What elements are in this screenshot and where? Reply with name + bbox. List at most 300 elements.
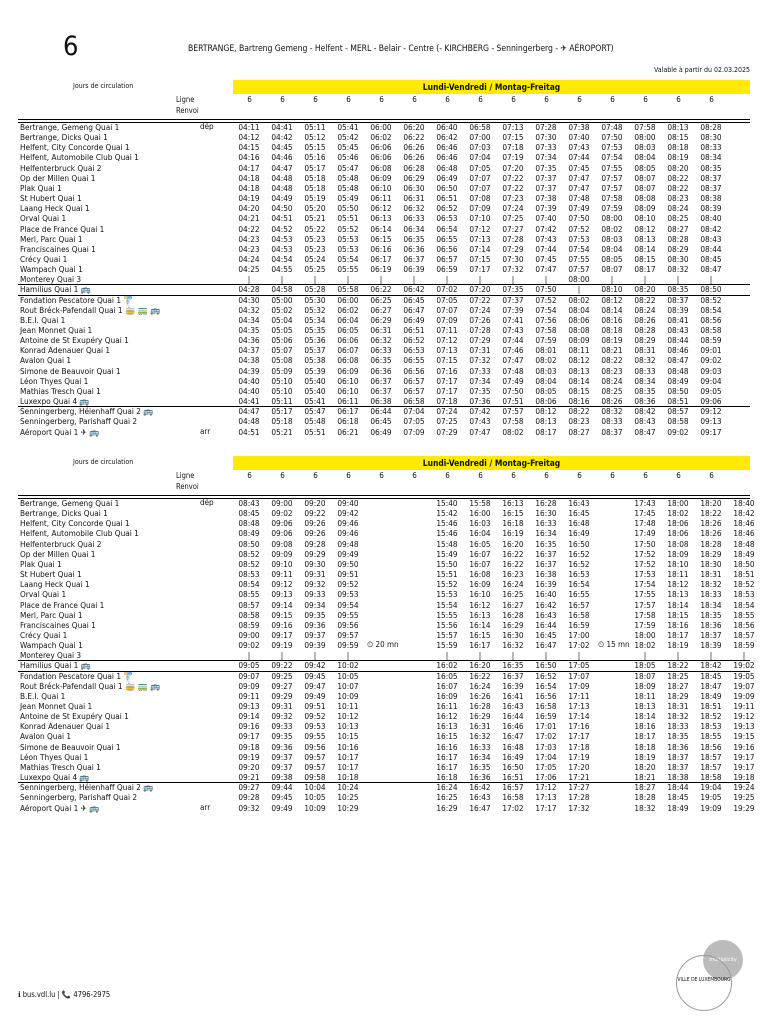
time-cell: 18:02 <box>634 640 656 651</box>
time-cell: 16:17 <box>469 640 491 651</box>
time-cell: 05:16 <box>304 152 326 163</box>
time-cell: 08:24 <box>634 304 656 315</box>
time-cell: 07:57 <box>601 182 623 193</box>
time-cell: 06:45 <box>403 294 425 305</box>
time-cell: 18:19 <box>667 640 689 651</box>
time-cell: 04:40 <box>238 385 260 396</box>
time-cell: 16:25 <box>502 589 524 600</box>
time-cell: 07:50 <box>601 132 623 143</box>
time-cell: 07:47 <box>469 426 491 437</box>
table-row <box>18 558 755 570</box>
time-cell: 18:20 <box>634 761 656 772</box>
time-cell: 09:57 <box>304 761 326 772</box>
time-cell: 16:33 <box>535 518 557 529</box>
time-cell: 16:57 <box>568 599 590 610</box>
time-cell: 06:33 <box>403 213 425 224</box>
time-cell: 17:11 <box>568 690 590 701</box>
time-cell: 16:07 <box>436 680 458 691</box>
time-cell: 08:29 <box>634 335 656 346</box>
time-cell: 09:33 <box>304 589 326 600</box>
time-cell: 18:00 <box>634 629 656 640</box>
time-cell: 15:55 <box>436 609 458 620</box>
time-cell: 16:11 <box>436 701 458 711</box>
time-cell: 09:47 <box>304 680 326 691</box>
time-cell: 06:52 <box>403 335 425 346</box>
time-cell: 09:15 <box>271 609 293 620</box>
time-cell: 16:07 <box>469 558 491 569</box>
time-cell: 06:49 <box>436 172 458 183</box>
time-cell: 19:12 <box>733 711 755 722</box>
time-cell: 09:49 <box>271 802 293 813</box>
route-title: BERTRANGE, Bartreng Gemeng - Helfent - MERL - Belair - Centre (- KIRCHBERG - Senningerberg - ✈ AÉROPORT) <box>188 44 614 54</box>
table-row <box>18 173 750 184</box>
table-row <box>18 284 750 295</box>
time-cell: 16:57 <box>502 782 524 793</box>
time-cell: 04:18 <box>238 172 260 183</box>
time-cell: 17:13 <box>535 792 557 803</box>
line-cell: 6 <box>445 95 450 104</box>
time-cell: 18:49 <box>700 690 722 701</box>
time-cell: 16:54 <box>535 680 557 691</box>
time-cell: 04:30 <box>238 294 260 305</box>
time-cell: 18:09 <box>634 680 656 691</box>
time-cell: 08:10 <box>601 284 623 295</box>
time-cell: 07:53 <box>601 142 623 153</box>
table-row <box>18 731 755 742</box>
time-cell: 15:49 <box>436 548 458 559</box>
time-cell: 06:09 <box>370 172 392 183</box>
line-cell: 6 <box>478 471 483 480</box>
time-cell: 19:04 <box>700 782 722 793</box>
time-cell: 05:24 <box>304 253 326 264</box>
time-cell: 05:23 <box>304 243 326 254</box>
time-cell: 16:47 <box>535 640 557 651</box>
time-cell: 08:37 <box>601 426 623 437</box>
time-cell: 18:37 <box>700 629 722 640</box>
time-cell: 17:17 <box>535 802 557 813</box>
time-cell: 07:19 <box>502 152 524 163</box>
table-row <box>18 203 750 214</box>
time-cell: 17:02 <box>502 802 524 813</box>
time-cell: 05:32 <box>304 304 326 315</box>
time-cell: 16:05 <box>436 670 458 681</box>
line-cell: 6 <box>709 471 714 480</box>
time-cell: 18:56 <box>733 619 755 630</box>
stop-name: Place de France Quai 1 <box>20 599 105 610</box>
time-cell: 16:13 <box>502 498 524 508</box>
time-cell: 16:15 <box>469 629 491 640</box>
time-cell: 09:46 <box>337 518 359 529</box>
time-cell: 04:49 <box>271 193 293 204</box>
time-cell: 09:20 <box>304 498 326 508</box>
time-cell: 06:40 <box>436 122 458 132</box>
table-row <box>18 619 755 631</box>
time-cell: 09:02 <box>700 355 722 366</box>
time-cell: 06:38 <box>370 396 392 407</box>
time-cell: 08:22 <box>634 294 656 305</box>
time-cell: 08:33 <box>700 142 722 153</box>
time-cell: | <box>742 650 746 661</box>
time-cell: 16:16 <box>436 741 458 752</box>
time-cell: 05:41 <box>304 396 326 407</box>
time-cell: 16:48 <box>502 741 524 752</box>
time-cell: 06:06 <box>337 335 359 346</box>
time-cell: 09:06 <box>271 518 293 529</box>
time-cell: 06:42 <box>403 284 425 295</box>
table-row <box>18 335 750 346</box>
time-cell: 07:17 <box>436 385 458 396</box>
frequency-note: ⏲ 20 mn <box>367 640 399 650</box>
time-cell: 04:48 <box>271 182 293 193</box>
time-cell: 08:12 <box>535 406 557 417</box>
time-cell: 18:50 <box>733 558 755 569</box>
time-cell: 07:34 <box>469 375 491 386</box>
stop-name: Monterey Quai 3 <box>20 274 82 285</box>
time-cell: 19:05 <box>733 670 755 681</box>
time-cell: 07:43 <box>502 325 524 335</box>
time-cell: 07:27 <box>502 223 524 234</box>
time-cell: 09:17 <box>271 629 293 640</box>
time-cell: 09:25 <box>271 670 293 681</box>
line-cell: 6 <box>247 95 252 104</box>
time-cell: 18:32 <box>667 711 689 722</box>
time-cell: 16:24 <box>436 782 458 793</box>
time-cell: 16:05 <box>469 538 491 549</box>
line-cell: 6 <box>412 95 417 104</box>
time-cell: 08:47 <box>700 264 722 275</box>
time-cell: 09:07 <box>238 670 260 681</box>
time-cell: 18:20 <box>700 498 722 508</box>
time-cell: 08:32 <box>601 406 623 417</box>
time-cell: 08:53 <box>238 569 260 580</box>
time-cell: 16:14 <box>469 619 491 630</box>
time-cell: 09:14 <box>238 711 260 722</box>
table-row <box>18 680 755 692</box>
time-cell: 09:18 <box>238 741 260 752</box>
time-cell: 19:09 <box>700 802 722 813</box>
time-cell: 07:34 <box>535 152 557 163</box>
time-cell: 08:14 <box>568 375 590 386</box>
time-cell: 18:08 <box>667 538 689 549</box>
time-cell: 09:59 <box>337 640 359 651</box>
time-cell: 16:45 <box>568 508 590 519</box>
time-cell: 06:56 <box>403 365 425 376</box>
time-cell: 16:51 <box>502 772 524 783</box>
time-cell: 05:23 <box>304 233 326 244</box>
table-row <box>18 213 750 224</box>
time-cell: 07:54 <box>535 304 557 315</box>
table-row <box>18 244 750 255</box>
time-cell: 07:48 <box>502 365 524 376</box>
time-cell: 06:55 <box>403 355 425 366</box>
time-cell: 19:09 <box>733 690 755 701</box>
table-row <box>18 254 750 265</box>
time-cell: 07:18 <box>436 396 458 407</box>
time-cell: 06:37 <box>370 385 392 396</box>
time-cell: 16:37 <box>535 548 557 559</box>
time-cell: 16:49 <box>568 528 590 539</box>
time-cell: | <box>544 650 548 661</box>
time-cell: 07:23 <box>502 193 524 204</box>
time-cell: 16:58 <box>568 609 590 620</box>
time-cell: 08:50 <box>238 538 260 549</box>
table-row <box>18 274 750 285</box>
time-cell: 06:10 <box>370 182 392 193</box>
time-cell: 18:49 <box>667 802 689 813</box>
table-row <box>18 761 755 773</box>
stop-name: Plak Quai 1 <box>20 182 62 193</box>
time-cell: 18:54 <box>733 599 755 610</box>
time-cell: 19:29 <box>733 802 755 813</box>
vdl-logo: VILLE DE LUXEMBOURG <box>676 955 732 1011</box>
time-cell: | <box>478 650 482 661</box>
time-cell: 08:49 <box>667 375 689 386</box>
time-cell: 06:30 <box>403 182 425 193</box>
time-cell: 04:37 <box>238 345 260 356</box>
time-cell: 07:31 <box>469 345 491 356</box>
time-cell: 18:56 <box>700 741 722 752</box>
time-cell: 16:41 <box>502 690 524 701</box>
table-row <box>18 325 750 336</box>
time-cell: 09:27 <box>238 782 260 793</box>
stop-name: Fondation Pescatore Quai 1 🚏 <box>20 294 134 305</box>
time-cell: 09:13 <box>271 589 293 600</box>
valid-from: Valable à partir du 02.03.2025 <box>653 66 750 74</box>
time-cell: 09:29 <box>271 690 293 701</box>
time-cell: 05:48 <box>337 172 359 183</box>
table-row <box>18 548 755 560</box>
stop-name: Plak Quai 1 <box>20 558 62 569</box>
time-cell: 09:04 <box>700 375 722 386</box>
time-cell: 18:51 <box>700 701 722 711</box>
time-cell: 19:02 <box>733 660 755 671</box>
time-cell: 16:39 <box>502 680 524 691</box>
time-cell: 16:59 <box>535 711 557 722</box>
time-cell: 19:17 <box>733 761 755 772</box>
table-row <box>18 701 755 712</box>
time-cell: 08:14 <box>634 243 656 254</box>
time-cell: 09:20 <box>238 761 260 772</box>
time-cell: 09:57 <box>304 751 326 762</box>
time-cell: 17:32 <box>568 802 590 813</box>
time-cell: 07:05 <box>403 416 425 427</box>
time-cell: 07:22 <box>502 182 524 193</box>
time-cell: | <box>676 274 680 285</box>
time-cell: 06:57 <box>436 253 458 264</box>
time-cell: 07:59 <box>601 203 623 214</box>
time-cell: 06:27 <box>370 304 392 315</box>
time-cell: 05:53 <box>337 233 359 244</box>
time-cell: 08:43 <box>634 416 656 427</box>
time-cell: 07:24 <box>502 203 524 214</box>
time-cell: 07:07 <box>436 304 458 315</box>
time-cell: 08:11 <box>568 345 590 356</box>
time-cell: 08:22 <box>601 355 623 366</box>
time-cell: 07:44 <box>502 335 524 346</box>
time-cell: 09:11 <box>271 569 293 580</box>
time-cell: 07:12 <box>436 335 458 346</box>
time-cell: 18:17 <box>667 629 689 640</box>
time-cell: 06:53 <box>436 213 458 224</box>
time-cell: 07:48 <box>568 193 590 204</box>
time-cell: 16:52 <box>568 558 590 569</box>
time-cell: 07:50 <box>535 284 557 295</box>
time-cell: 18:37 <box>667 751 689 762</box>
time-cell: 19:17 <box>733 751 755 762</box>
time-cell: 09:05 <box>700 385 722 396</box>
time-cell: 04:52 <box>271 223 293 234</box>
time-cell: 09:32 <box>271 711 293 722</box>
time-cell: 05:53 <box>337 243 359 254</box>
time-cell: 09:22 <box>271 660 293 671</box>
time-cell: 16:44 <box>535 619 557 630</box>
time-cell: 07:35 <box>469 385 491 396</box>
time-cell: 05:47 <box>304 406 326 417</box>
time-cell: 09:52 <box>304 711 326 722</box>
time-cell: 09:16 <box>238 721 260 732</box>
line-cell: 6 <box>577 471 582 480</box>
time-cell: 18:12 <box>667 579 689 590</box>
header-row <box>18 80 750 94</box>
time-cell: 09:10 <box>271 558 293 569</box>
time-cell: 08:04 <box>568 304 590 315</box>
time-cell: 07:58 <box>535 325 557 335</box>
time-cell: 17:04 <box>535 751 557 762</box>
time-cell: 05:18 <box>304 172 326 183</box>
time-cell: 06:11 <box>337 396 359 407</box>
time-cell: 04:40 <box>238 375 260 386</box>
table-row <box>18 193 750 204</box>
time-cell: 07:56 <box>535 314 557 325</box>
stop-name: B.E.I. Quai 1 <box>20 314 66 325</box>
time-cell: 16:42 <box>469 782 491 793</box>
stop-name: Helfent, City Concorde Quai 1 <box>20 142 130 153</box>
time-cell: 16:36 <box>469 772 491 783</box>
time-cell: 08:17 <box>535 426 557 437</box>
arr-label: arr <box>200 802 211 812</box>
time-cell: 10:07 <box>337 680 359 691</box>
time-cell: 16:28 <box>502 609 524 620</box>
time-cell: 04:32 <box>238 304 260 315</box>
table-row <box>18 376 750 387</box>
time-cell: 16:04 <box>469 528 491 539</box>
time-cell: 08:13 <box>667 122 689 132</box>
time-cell: 07:05 <box>469 162 491 173</box>
footer-contact: ℹ bus.vdl.lu | 📞 4796-2975 <box>18 990 111 999</box>
time-cell: 05:36 <box>304 335 326 346</box>
time-cell: 04:42 <box>271 132 293 143</box>
line-cell: 6 <box>610 471 615 480</box>
time-cell: 16:29 <box>436 802 458 813</box>
time-cell: | <box>709 650 713 661</box>
time-cell: 05:46 <box>337 152 359 163</box>
table-row <box>18 345 750 356</box>
time-cell: 04:58 <box>271 284 293 295</box>
time-cell: 08:33 <box>601 416 623 427</box>
time-cell: 07:49 <box>568 203 590 214</box>
time-cell: 16:09 <box>436 690 458 701</box>
line-cell: 6 <box>676 95 681 104</box>
time-cell: 04:41 <box>238 396 260 407</box>
time-cell: 07:52 <box>568 223 590 234</box>
time-cell: 18:16 <box>667 619 689 630</box>
time-cell: 16:08 <box>469 569 491 580</box>
time-cell: 09:53 <box>304 721 326 732</box>
time-cell: 07:28 <box>502 233 524 244</box>
time-cell: 18:35 <box>667 731 689 742</box>
time-cell: 09:51 <box>304 701 326 711</box>
table-row <box>18 751 755 763</box>
time-cell: 06:16 <box>370 243 392 254</box>
time-cell: 05:00 <box>271 294 293 305</box>
time-cell: 08:47 <box>667 355 689 366</box>
jours-label: Jours de circulation <box>73 458 134 466</box>
time-cell: 16:24 <box>469 680 491 691</box>
time-cell: 16:49 <box>502 751 524 762</box>
time-cell: 15:54 <box>436 599 458 610</box>
time-cell: 07:51 <box>502 396 524 407</box>
time-cell: 18:55 <box>700 731 722 742</box>
time-cell: 06:46 <box>436 152 458 163</box>
time-cell: 05:20 <box>304 203 326 214</box>
stop-name: Rout Bréck-Pafendall Quai 1 🚋 🚃 🚌 <box>20 680 161 691</box>
table-row <box>18 183 750 194</box>
time-cell: 08:18 <box>667 142 689 153</box>
time-cell: 08:02 <box>601 223 623 234</box>
time-cell: 08:07 <box>634 182 656 193</box>
ligne-label: Ligne <box>176 471 195 480</box>
time-cell: 06:29 <box>403 172 425 183</box>
time-cell: 18:57 <box>733 629 755 640</box>
time-cell: 07:45 <box>535 253 557 264</box>
line-cell: 6 <box>544 95 549 104</box>
time-cell: 07:09 <box>469 203 491 214</box>
time-cell: 19:07 <box>733 680 755 691</box>
time-cell: 17:19 <box>568 751 590 762</box>
time-cell: 06:56 <box>436 243 458 254</box>
stop-name: Helfent, City Concorde Quai 1 <box>20 518 130 529</box>
time-cell: 05:41 <box>337 122 359 132</box>
time-cell: 16:43 <box>502 701 524 711</box>
time-cell: 08:07 <box>634 172 656 183</box>
time-cell: 07:15 <box>436 355 458 366</box>
time-cell: 17:01 <box>535 721 557 732</box>
time-cell: 08:54 <box>238 579 260 590</box>
table-row <box>18 792 755 803</box>
table-row <box>18 427 750 438</box>
time-cell: 04:35 <box>238 325 260 335</box>
time-cell: 05:35 <box>304 325 326 335</box>
line-cell: 6 <box>445 471 450 480</box>
stop-name: Senningerberg, Parishaff Quai 2 <box>20 416 138 427</box>
time-cell: 18:19 <box>634 751 656 762</box>
time-cell: 09:19 <box>238 751 260 762</box>
table-row <box>18 772 755 783</box>
time-cell: 08:12 <box>568 355 590 366</box>
time-cell: | <box>379 274 383 285</box>
time-cell: 09:00 <box>238 629 260 640</box>
time-cell: 16:17 <box>436 761 458 772</box>
time-cell: 18:09 <box>667 548 689 559</box>
time-cell: 05:40 <box>304 385 326 396</box>
stop-name: Luxexpo Quai 4 🚌 <box>20 396 90 407</box>
time-cell: 07:30 <box>502 253 524 264</box>
time-cell: 16:48 <box>568 518 590 529</box>
time-cell: 09:28 <box>304 538 326 549</box>
time-cell: 04:48 <box>238 416 260 427</box>
time-cell: 06:22 <box>403 132 425 143</box>
time-cell: 07:17 <box>469 264 491 275</box>
